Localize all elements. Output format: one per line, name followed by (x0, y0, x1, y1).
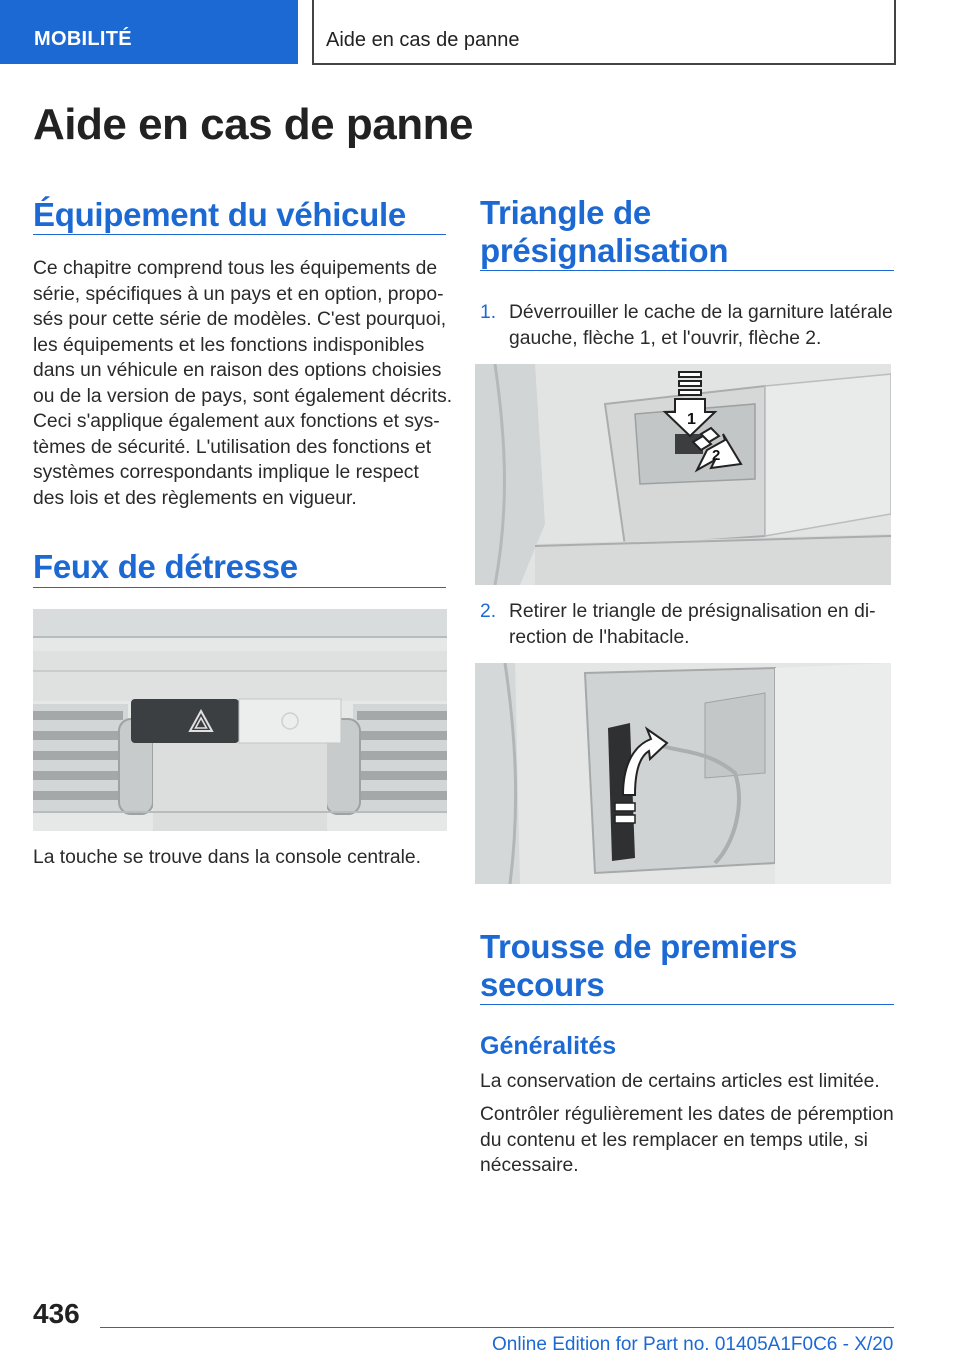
hazard-lights-caption: La touche se trouve dans la console centrale. (33, 847, 422, 868)
hazard-console-figure (33, 609, 447, 831)
step-item (480, 300, 900, 352)
paragraph-line: série, spécifiques à un pays et en option, propo- (33, 283, 444, 305)
heading-line: secours (480, 966, 605, 1003)
vehicle-equipment-rule (33, 234, 446, 235)
page-number: 436 (33, 1298, 80, 1329)
step-line: gauche, flèche 1, et l'ouvrir, flèche 2. (509, 327, 822, 349)
hazard-triangle-icon (188, 709, 214, 733)
section-tab-label: MOBILITÉ (34, 28, 132, 50)
general-subheading: Généralités (480, 1032, 617, 1060)
trim-cover-illustration (475, 364, 891, 585)
chapter-header (312, 0, 896, 65)
paragraph-line: tèmes de sécurité. L'utilisation des fonctions et (33, 436, 432, 458)
step-number: 2. (480, 601, 497, 622)
first-aid-heading (480, 928, 797, 1004)
heading-line: Trousse de premiers (480, 928, 798, 965)
paragraph-line: les équipements et les fonctions indisponibles (33, 334, 425, 356)
paragraph-line: sés pour cette série de modèles. C'est pourquoi, (33, 309, 447, 330)
warning-triangle-heading (480, 194, 728, 270)
arrow-2-label: 2 (712, 447, 721, 464)
step-line: rection de l'habitacle. (509, 626, 690, 648)
first-aid-rule (480, 1004, 894, 1005)
footer-rule (100, 1327, 894, 1328)
chapter-header-label: Aide en cas de panne (326, 29, 520, 51)
paragraph-line: dans un véhicule en raison des options choisies (33, 360, 442, 381)
paragraph-line: des lois et des règlements en vigueur. (33, 487, 357, 509)
vehicle-equipment-paragraph (33, 256, 453, 511)
paragraph-line: Ce chapitre comprend tous les équipements de (33, 258, 438, 279)
vehicle-equipment-heading: Équipement du véhicule (33, 196, 406, 233)
step-line: Déverrouiller le cache de la garniture latérale (509, 302, 893, 323)
paragraph-line: systèmes correspondants implique le respect (33, 462, 419, 483)
hazard-lights-rule (33, 587, 446, 588)
arrow-1-label: 1 (687, 411, 696, 428)
first-aid-paragraph-1: La conservation de certains articles est limitée. (480, 1071, 880, 1092)
step-item (480, 599, 900, 651)
heading-line: présignalisation (480, 232, 729, 269)
triangle-removal-illustration (475, 663, 891, 884)
step-line: Retirer le triangle de présignalisation en di- (509, 601, 876, 622)
edition-note: Online Edition for Part no. 01405A1F0C6 - X/20 (492, 1334, 894, 1355)
step-text (509, 300, 899, 351)
heading-line: Triangle de (480, 194, 651, 231)
paragraph-line: nécessaire. (480, 1155, 579, 1176)
warning-triangle-rule (480, 270, 894, 271)
section-tab (0, 0, 298, 64)
step-number: 1. (480, 302, 497, 323)
paragraph-line: Contrôler régulièrement les dates de péremption (480, 1104, 894, 1125)
first-aid-paragraph-2 (480, 1102, 900, 1179)
triangle-removal-figure (475, 663, 891, 884)
hazard-lights-heading: Feux de détresse (33, 548, 298, 585)
page-title: Aide en cas de panne (33, 100, 473, 149)
paragraph-line: ou de la version de pays, sont également décrits. (33, 385, 453, 407)
paragraph-line: du contenu et les remplacer en temps utile, si (480, 1129, 868, 1151)
step-text (509, 599, 899, 650)
trim-cover-figure (475, 364, 891, 585)
paragraph-line: Ceci s'applique également aux fonctions et sys- (33, 411, 440, 432)
hazard-console-illustration (33, 609, 447, 831)
